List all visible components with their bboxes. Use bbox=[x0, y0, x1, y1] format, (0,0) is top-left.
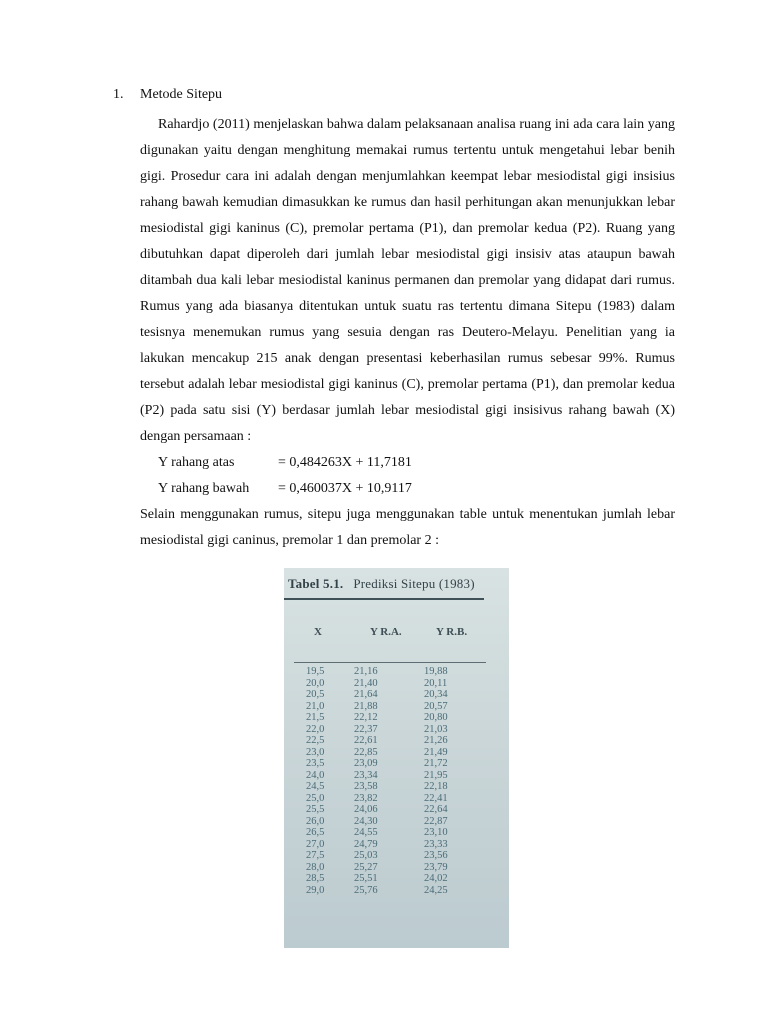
cell-yra: 22,85 bbox=[354, 746, 378, 758]
cell-yrb: 22,41 bbox=[424, 792, 448, 804]
cell-yrb: 21,49 bbox=[424, 746, 448, 758]
cell-x: 28,0 bbox=[306, 861, 325, 873]
cell-yrb: 21,03 bbox=[424, 723, 448, 735]
cell-yrb: 20,57 bbox=[424, 700, 448, 712]
table-row bbox=[284, 724, 509, 736]
equation-label: Y rahang bawah bbox=[158, 481, 250, 496]
table-row bbox=[284, 804, 509, 816]
table-row bbox=[284, 770, 509, 782]
cell-yrb: 23,33 bbox=[424, 838, 448, 850]
cell-x: 26,5 bbox=[306, 827, 325, 838]
cell-yra: 23,82 bbox=[354, 792, 378, 804]
cell-x: 25,0 bbox=[306, 792, 325, 804]
cell-x: 20,0 bbox=[306, 677, 325, 689]
paragraph-1: Rahardjo (2011) menjelaskan bahwa dalam pelaksanaan analisa ruang ini ada cara lain yang digunakan yaitu dengan menghitung memakai rumus tertentu untuk mengetahui lebar benih gigi. Prosedur cara ini adalah dengan menjumlahkan keempat lebar mesiodistal gigi insisius rahang bawah kemudian dimasukkan ke rumus dan hasil perhitungan akan menunjukkan lebar mesiodistal gigi kaninus (C), premolar pertama (P1), dan premolar kedua (P2). Ruang yang dibutuhkan dapat diperoleh dari jumlah lebar mesiodistal gigi insisiv atas ataupun bawah ditambah dua kali lebar mesiodistal kaninus permanen dan premolar yang didapat dari rumus. Rumus yang ada biasanya ditentukan untuk suatu ras tertentu dimana Sitepu (1983) dalam tesisnya menemukan rumus yang sesuia dengan ras Deutero-Melayu. Penelitian yang ia lakukan mencakup 215 anak dengan presentasi keberhasilan rumus sebesar 99%. Rumus tersebut adalah lebar mesiodistal gigi kaninus (C), premolar pertama (P1), dan premolar kedua (P2) pada satu sisi (Y) berdasar jumlah lebar mesiodistal gigi insisivus rahang bawah (X) dengan persamaan : bbox=[140, 117, 675, 444]
cell-yrb: 23,56 bbox=[424, 850, 448, 861]
cell-x: 24,5 bbox=[306, 781, 325, 792]
cell-x: 28,5 bbox=[306, 873, 325, 884]
table-row bbox=[284, 701, 509, 713]
cell-x: 21,5 bbox=[306, 712, 325, 723]
cell-x: 22,0 bbox=[306, 723, 325, 735]
cell-yrb: 22,64 bbox=[424, 804, 448, 815]
cell-x: 23,0 bbox=[306, 746, 325, 758]
cell-yra: 23,34 bbox=[354, 769, 378, 781]
body-text bbox=[140, 112, 675, 554]
cell-yrb: 23,79 bbox=[424, 861, 448, 873]
cell-yra: 23,09 bbox=[354, 758, 378, 769]
cell-x: 23,5 bbox=[306, 758, 325, 769]
table-body bbox=[284, 666, 509, 896]
cell-yra: 21,40 bbox=[354, 677, 378, 689]
cell-yra: 25,03 bbox=[354, 850, 378, 861]
table-row bbox=[284, 793, 509, 805]
table-photo bbox=[284, 568, 509, 948]
equation-upper-jaw bbox=[140, 450, 675, 476]
cell-yra: 24,06 bbox=[354, 804, 378, 815]
table-header-rule bbox=[294, 662, 486, 663]
cell-x: 27,0 bbox=[306, 838, 325, 850]
cell-yrb: 22,87 bbox=[424, 815, 448, 827]
cell-x: 20,5 bbox=[306, 689, 325, 700]
column-header-yra: Y R.A. bbox=[370, 626, 402, 638]
cell-yrb: 24,25 bbox=[424, 884, 448, 896]
table-row bbox=[284, 885, 509, 897]
cell-yra: 21,16 bbox=[354, 666, 378, 677]
table-title-text: Prediksi Sitepu (1983) bbox=[353, 576, 475, 591]
table-row bbox=[284, 747, 509, 759]
table-row bbox=[284, 735, 509, 747]
cell-x: 21,0 bbox=[306, 700, 325, 712]
cell-x: 26,0 bbox=[306, 815, 325, 827]
cell-x: 27,5 bbox=[306, 850, 325, 861]
table-top-rule bbox=[284, 598, 484, 600]
cell-yra: 24,30 bbox=[354, 815, 378, 827]
section-title: Metode Sitepu bbox=[140, 87, 223, 102]
table-row bbox=[284, 678, 509, 690]
section-number: 1. bbox=[113, 87, 124, 102]
cell-yra: 24,55 bbox=[354, 827, 378, 838]
cell-yra: 23,58 bbox=[354, 781, 378, 792]
cell-yrb: 21,72 bbox=[424, 758, 448, 769]
cell-yra: 24,79 bbox=[354, 838, 378, 850]
cell-yrb: 21,26 bbox=[424, 735, 448, 746]
cell-yrb: 20,11 bbox=[424, 677, 448, 689]
table-row bbox=[284, 666, 509, 678]
table-row bbox=[284, 816, 509, 828]
equation-label: Y rahang atas bbox=[158, 455, 235, 470]
cell-yra: 22,61 bbox=[354, 735, 378, 746]
cell-yrb: 19,88 bbox=[424, 666, 448, 677]
table-row bbox=[284, 839, 509, 851]
cell-yra: 22,37 bbox=[354, 723, 378, 735]
cell-x: 19,5 bbox=[306, 666, 325, 677]
table-row bbox=[284, 712, 509, 724]
cell-x: 25,5 bbox=[306, 804, 325, 815]
cell-yrb: 20,34 bbox=[424, 689, 448, 700]
table-row bbox=[284, 873, 509, 885]
column-header-x: X bbox=[314, 626, 322, 638]
cell-yrb: 20,80 bbox=[424, 712, 448, 723]
cell-yrb: 21,95 bbox=[424, 769, 448, 781]
cell-yra: 25,76 bbox=[354, 884, 378, 896]
cell-x: 24,0 bbox=[306, 769, 325, 781]
section-heading bbox=[113, 85, 222, 105]
table-row bbox=[284, 781, 509, 793]
cell-yrb: 24,02 bbox=[424, 873, 448, 884]
cell-x: 22,5 bbox=[306, 735, 325, 746]
cell-yra: 25,27 bbox=[354, 861, 378, 873]
equation-lower-jaw bbox=[140, 476, 675, 502]
cell-yra: 25,51 bbox=[354, 873, 378, 884]
table-title bbox=[288, 576, 475, 592]
cell-yra: 21,88 bbox=[354, 700, 378, 712]
equation-formula: = 0,484263X + 11,7181 bbox=[278, 455, 412, 470]
table-row bbox=[284, 758, 509, 770]
column-header-yrb: Y R.B. bbox=[436, 626, 468, 638]
table-title-label: Tabel 5.1. bbox=[288, 576, 344, 591]
table-row bbox=[284, 862, 509, 874]
cell-yrb: 22,18 bbox=[424, 781, 448, 792]
table-row bbox=[284, 827, 509, 839]
equation-formula: = 0,460037X + 10,9117 bbox=[278, 481, 412, 496]
cell-yra: 21,64 bbox=[354, 689, 378, 700]
cell-x: 29,0 bbox=[306, 884, 325, 896]
paragraph-2: Selain menggunakan rumus, sitepu juga menggunakan table untuk menentukan jumlah lebar mesiodistal gigi caninus, premolar 1 dan premolar 2 : bbox=[140, 507, 675, 548]
cell-yrb: 23,10 bbox=[424, 827, 448, 838]
table-row bbox=[284, 689, 509, 701]
table-row bbox=[284, 850, 509, 862]
cell-yra: 22,12 bbox=[354, 712, 378, 723]
